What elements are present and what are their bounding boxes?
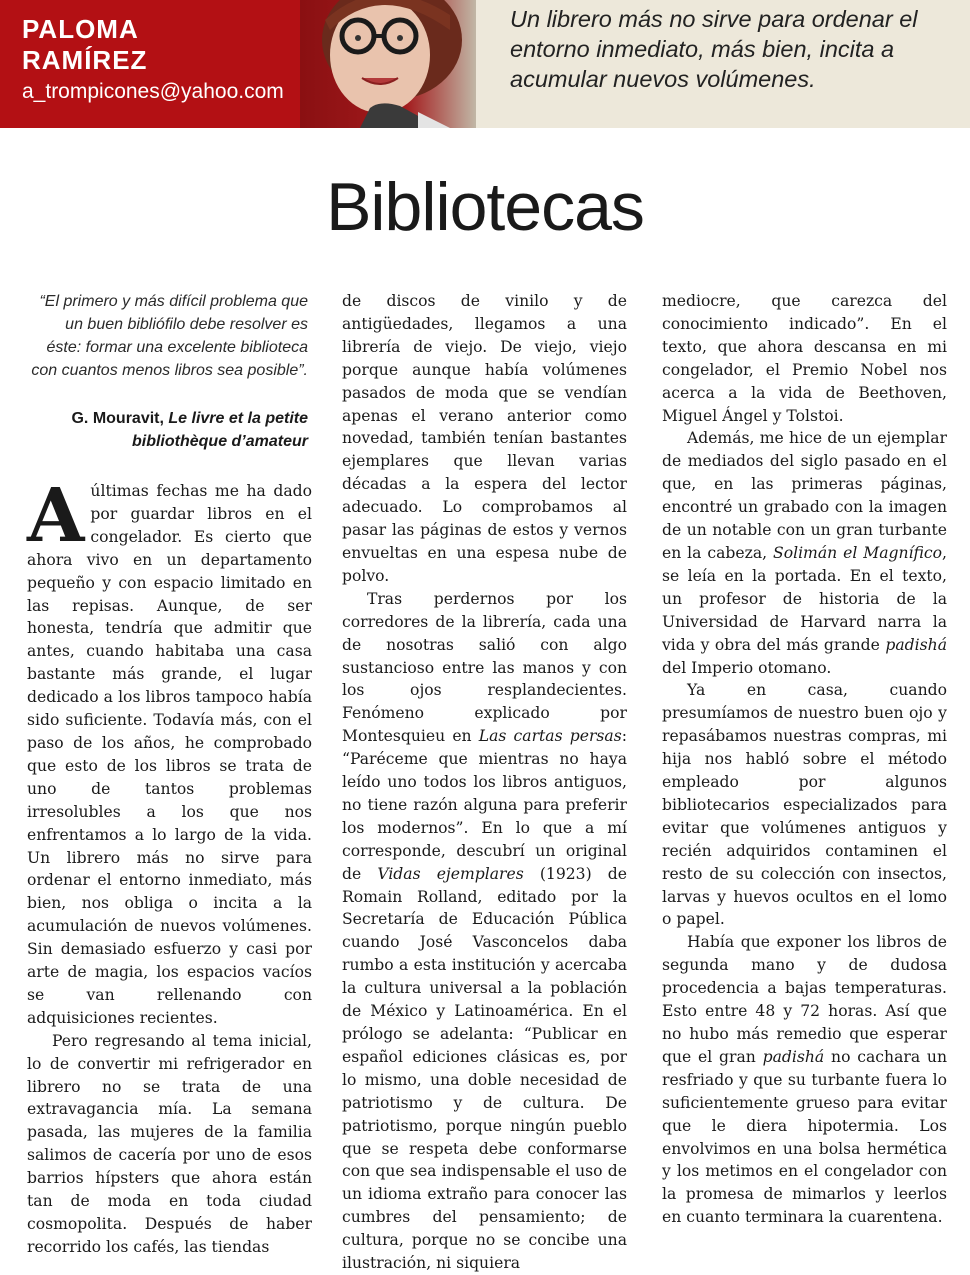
epigraph-quote: “El primero y más difícil problema que un buen bibliófilo debe resolver es éste: formar una excelente biblioteca con cuantos menos libros sea posible”. (31, 293, 308, 379)
paragraph-text: no cachara un resfriado y que su turbante fuera lo suficientemente grueso para evitar que le diera hipotermia. Los envolvimos en una bolsa hermética y los metimos en el congelador con la promesa de mimarlos y leerlos en cuanto terminara la cuarentena. (662, 1047, 947, 1227)
column-header (0, 0, 970, 128)
paragraph: Ya en casa, cuando presumíamos de nuestro buen ojo y repasábamos nuestras compras, mi hija nos habló sobre el método empleado por algunos bibliotecarios especializados para evitar que volúmenes antiguos y recién adquiridos contaminen el resto de su colección con insectos, larvas y huevos ocultos en el lomo o papel. (662, 681, 947, 929)
author-name (22, 14, 147, 76)
work-title: Solimán el Magnífico (773, 543, 943, 562)
article-column-2 (342, 290, 627, 1275)
paragraph-text: Tras perdernos por los corredores de la librería, cada una de nosotras salió con algo sustancioso entre las manos y con los ojos resplandecientes. Fenómeno explicado por Montesquieu en (342, 589, 627, 746)
article-title: Bibliotecas (326, 169, 644, 245)
paragraph (342, 588, 627, 1275)
paragraph: Pero regresando al tema inicial, lo de convertir mi refrigerador en librero no se trata de una extravagancia mía. La semana pasada, las mujeres de la familia salimos de cacería por uno de esos barrios hípsters que ahora están tan de moda en toda ciudad cosmopolita. Después de haber recorrido los cafés, las tiendas (27, 1031, 312, 1256)
italic-term: padishá (885, 635, 947, 654)
paragraph (27, 473, 312, 1030)
paragraph-text: Había que exponer los libros de segunda mano y de dudosa procedencia a bajas temperaturas. Esto entre 48 y 72 horas. Así que no hubo más remedio que esperar que el gran (662, 933, 947, 1066)
drop-cap: A (27, 473, 85, 559)
author-byline (0, 0, 300, 128)
author-first-name: PALOMA (22, 14, 139, 44)
epigraph-author: G. Mouravit, (71, 410, 164, 427)
article-column-1 (27, 473, 312, 1259)
work-title: Vidas ejemplares (377, 864, 524, 883)
paragraph: mediocre, que carezca del conocimiento indicado”. En el texto, que ahora descansa en mi congelador, el Premio Nobel nos acerca a la vida de Beethoven, Miguel Ángel y Tolstoi. (662, 292, 947, 425)
header-pull-quote: Un librero más no sirve para ordenar el entorno inmediato, más bien, incita a acumular nuevos volúmenes. (510, 6, 918, 92)
author-email: a_trompicones@yahoo.com (22, 80, 284, 103)
article-column-3 (662, 290, 947, 1229)
epigraph-source (28, 407, 308, 453)
paragraph-text: últimas fechas me ha dado por guardar libros en el congelador. Es cierto que ahora vivo en un departamento pequeño y con espacio limitado en las repisas. Aunque, de ser honesta, tendría que admitir que antes, cuando habitaba una casa bastante más grande, el lugar dedicado a los libros tampoco había sido suficiente. Todavía más, con el paso de los años, he comprobado que esto de los libros se trata de uno de tantos problemas irresolubles a los que nos enfrentamos a lo largo de la vida. Un librero más no sirve para ordenar el entorno inmediato, más bien, nos obliga o incita a la acumulación de nuevos volúmenes. Sin demasiado esfuerzo y casi por arte de magia, los espacios vacíos se van rellenando con adquisiciones recientes. (27, 482, 312, 1027)
paragraph (662, 427, 947, 679)
paragraph-text: , se leía en la portada. En el texto, un profesor de historia de la Universidad de Harvard narra la vida y obra del más grande (662, 543, 947, 654)
work-title: Las cartas persas (478, 727, 622, 746)
paragraph: de discos de vinilo y de antigüedades, llegamos a una librería de viejo. De viejo, viejo porque aunque había volúmenes pasados de moda que se vendían apenas el verano anterior como novedad, también tenían bastantes ejemplares que llevan varias décadas a la espera del lector adecuado. Lo comprobamos al pasar las páginas de estos y vernos envueltas en una espesa nube de polvo. (342, 292, 627, 585)
author-portrait (300, 0, 476, 128)
paragraph (662, 931, 947, 1229)
italic-term: padishá (762, 1047, 825, 1066)
paragraph-text: (1923) de Romain Rolland, editado por la Secretaría de Educación Pública cuando José Vasconcelos daba rumbo a esta institución y acercaba la cultura universal a la población de México y Latinoamérica. En el prólogo se adelanta: “Publicar en español ediciones clásicas es, por lo mismo, una doble necesidad de patriotismo y de cultura. De patriotismo, porque ningún pueblo que se respeta debe conformarse con que sea indispensable el uso de un idioma extraño para conocer las cumbres del pensamiento; de cultura, porque no se concibe una ilustración, ni siquiera (342, 864, 627, 1273)
epigraph-work: Le livre et la petite bibliothèque d’amateur (131, 410, 308, 450)
author-last-name: RAMÍREZ (22, 45, 148, 75)
paragraph-text: del Imperio otomano. (662, 658, 832, 677)
paragraph-text: Además, me hice de un ejemplar de mediados del siglo pasado en el que, en las primeras páginas, encontré un grabado con la imagen de un notable con un gran turbante en la cabeza, (662, 429, 947, 562)
author-portrait-illustration (300, 0, 476, 128)
paragraph-text: : “Paréceme que mientras no haya leído uno todos los libros antiguos, no tiene razón alguna para preferir los modernos”. En lo que a mí corresponde, descubrí un original de (342, 727, 627, 883)
